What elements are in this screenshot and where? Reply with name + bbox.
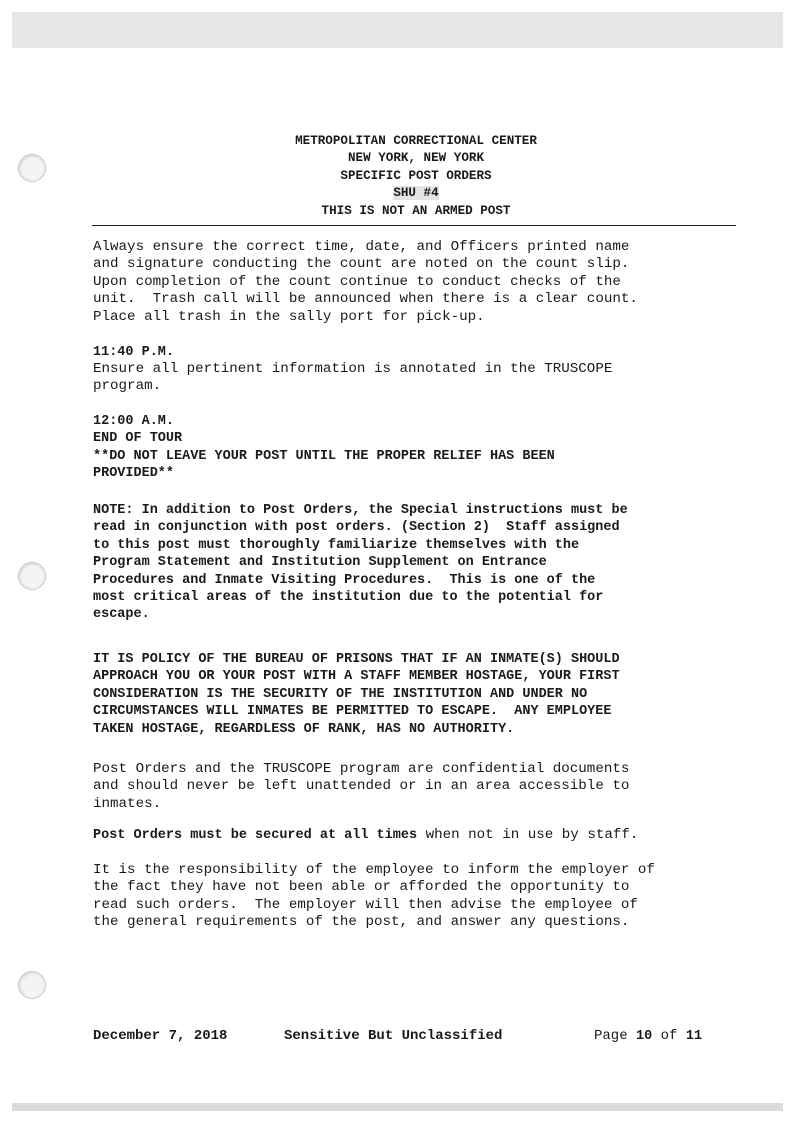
confidential-paragraph: Post Orders and the TRUSCOPE program are confidential documents and should never be left unattended or in an area accessible to inmates. (93, 761, 630, 812)
footer-classification: Sensitive But Unclassified (284, 1028, 503, 1044)
header-armed-status: THIS IS NOT AN ARMED POST (321, 203, 511, 218)
scan-top-shadow (12, 12, 783, 48)
secured-emphasis: Post Orders must be secured at all times (93, 828, 418, 843)
footer-date: December 7, 2018 (93, 1028, 228, 1044)
header-institution: METROPOLITAN CORRECTIONAL CENTER (295, 134, 537, 148)
header-doc-type: SPECIFIC POST ORDERS (340, 168, 492, 183)
document-header (92, 133, 740, 220)
responsibility-paragraph: It is the responsibility of the employee to inform the employer of the fact they have not been able or afforded the opportunity to read such orders. The employer will then advise the employee of the general requirements of the post, and answer any questions. (93, 862, 655, 931)
count-paragraph: Always ensure the correct time, date, and Officers printed name and signature conducting the count are noted on the count slip. Upon completion of the count continue to conduct checks of the unit. Trash call will be announced when there is a clear count. Place all trash in the sally port for pick-up. (93, 239, 638, 325)
header-post-name: SHU #4 (393, 186, 439, 201)
header-divider (92, 225, 736, 226)
time-heading-1200: 12:00 A.M. (93, 414, 175, 429)
note-paragraph: NOTE: In addition to Post Orders, the Special instructions must be read in conjunction with post orders. (Section 2) Staff assigned to this post must thoroughly familiarize themselves with the Program Statement and Institution Supplement on Entrance Procedures and Inmate Visiting Procedures. This is one of the most critical areas of the institution due to the potential for escape. (93, 503, 628, 623)
secured-paragraph (93, 827, 638, 844)
end-of-tour-heading: END OF TOUR (93, 431, 183, 446)
do-not-leave-warning: **DO NOT LEAVE YOUR POST UNTIL THE PROPER RELIEF HAS BEEN PROVIDED** (93, 449, 555, 482)
punch-hole-middle (18, 562, 46, 590)
punch-hole-bottom (18, 971, 46, 999)
header-location: NEW YORK, NEW YORK (347, 151, 485, 166)
time-heading-1140: 11:40 P.M. (93, 345, 175, 360)
punch-hole-top (18, 154, 46, 182)
scan-bottom-shadow (12, 1103, 783, 1111)
truscope-instruction: Ensure all pertinent information is annotated in the TRUSCOPE program. (93, 361, 613, 395)
hostage-policy-paragraph: IT IS POLICY OF THE BUREAU OF PRISONS THAT IF AN INMATE(S) SHOULD APPROACH YOU OR YOUR POST WITH A STAFF MEMBER HOSTAGE, YOUR FIRST CONSIDERATION IS THE SECURITY OF THE INSTITUTION AND UNDER NO CIRCUMSTANCES WILL INMATES BE PERMITTED TO ESCAPE. ANY EMPLOYEE TAKEN HOSTAGE, REGARDLESS OF RANK, HAS NO AUTHORITY. (93, 652, 620, 737)
secured-rest: when not in use by staff. (417, 827, 639, 843)
footer-page-number: Page 10 of 11 (594, 1028, 703, 1044)
